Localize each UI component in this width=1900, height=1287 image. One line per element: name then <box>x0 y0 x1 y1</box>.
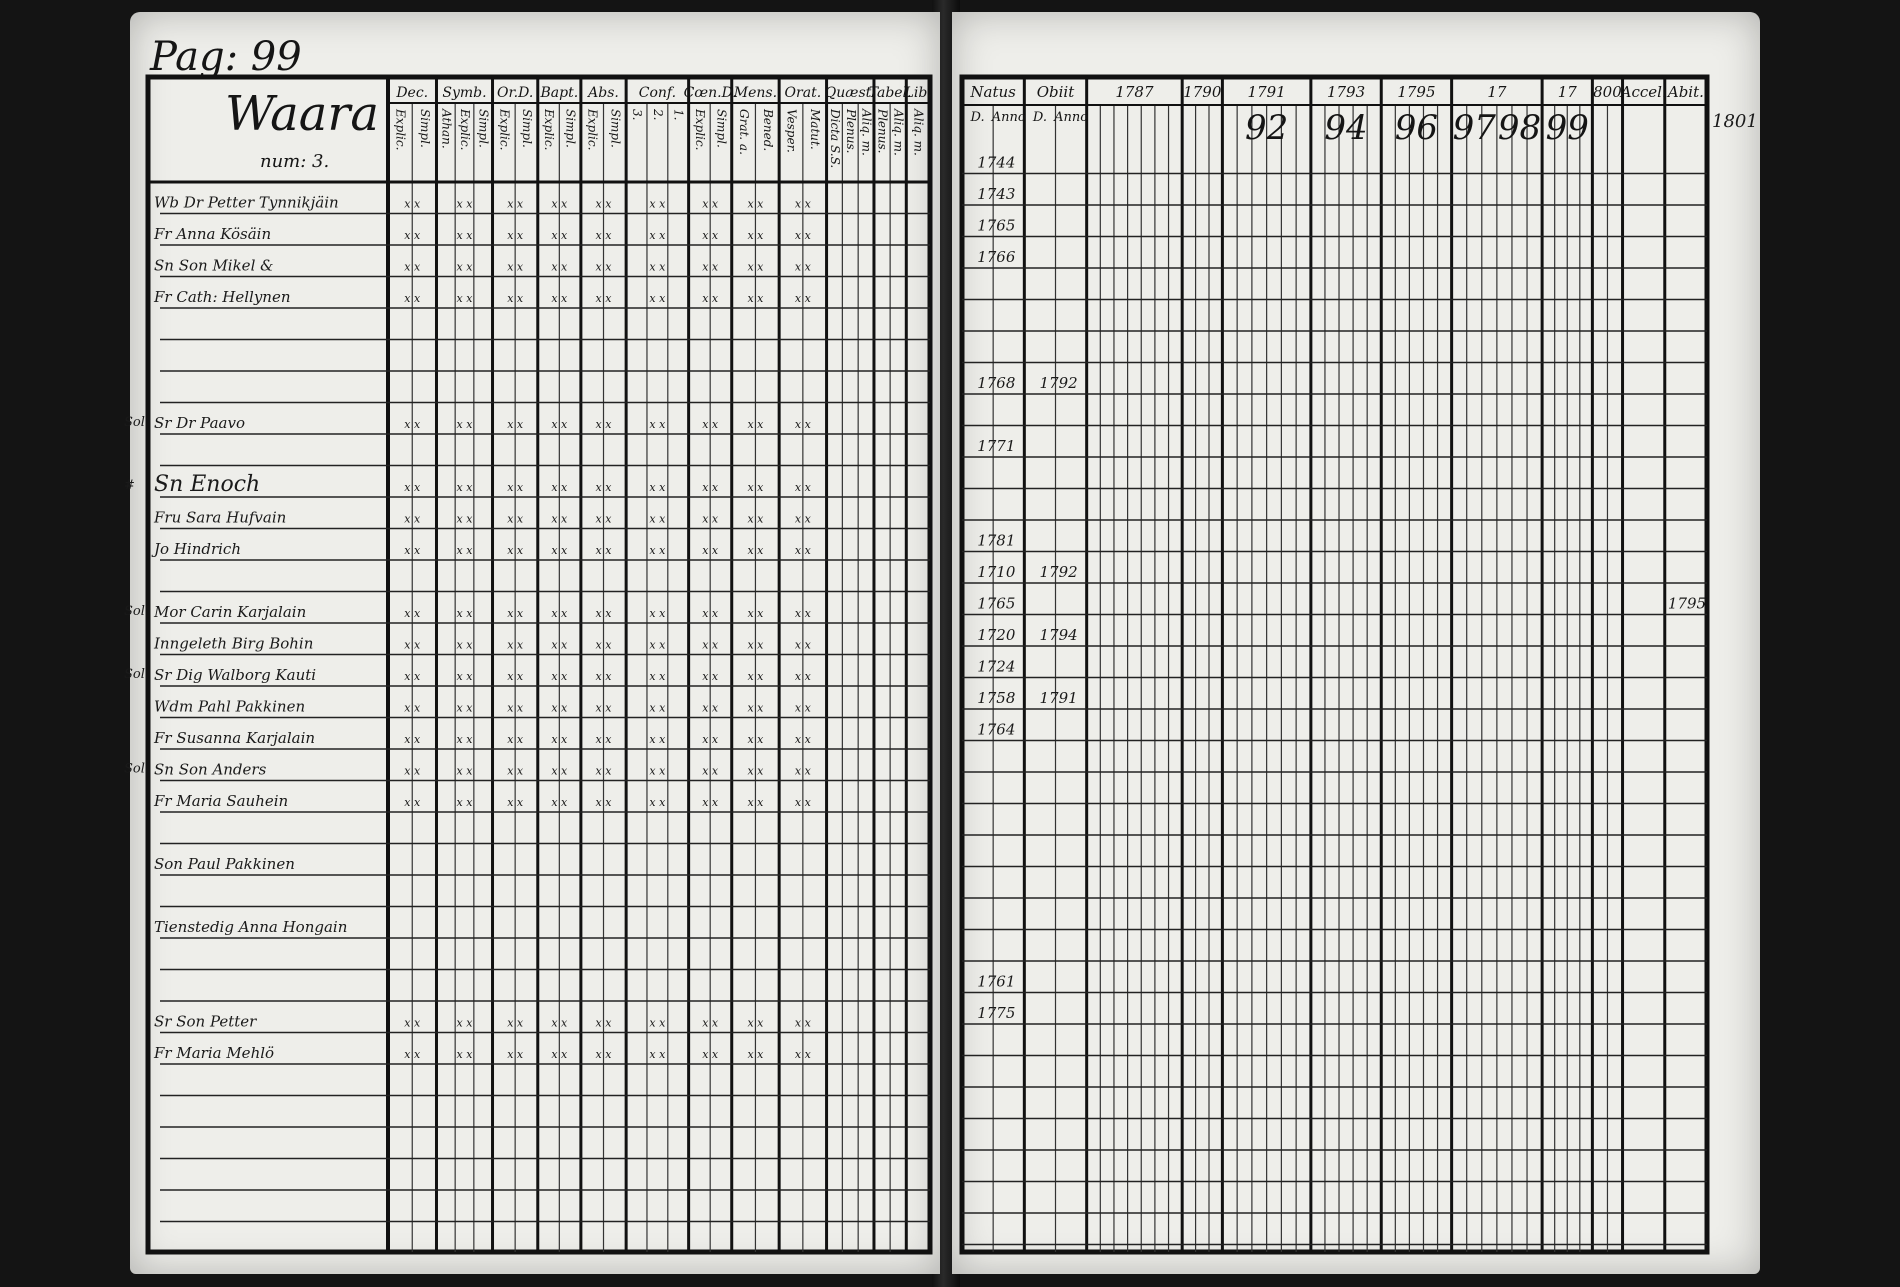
catechism-mark: x x <box>551 512 568 526</box>
catechism-mark: x x <box>595 670 612 683</box>
catechism-mark: x x <box>747 512 764 526</box>
catechism-mark: x x <box>794 1048 811 1061</box>
left-column-subheader: Plenus. <box>875 109 890 154</box>
left-column-subheader: Explic. <box>393 109 408 151</box>
right-outer-border <box>962 77 1707 1252</box>
left-column-subheader: Simpl. <box>563 109 578 148</box>
catechism-mark: x x <box>456 229 473 242</box>
catechism-mark: x x <box>747 1016 764 1030</box>
catechism-mark: x x <box>702 701 719 715</box>
catechism-mark: x x <box>507 544 524 557</box>
catechism-mark: x x <box>404 418 421 431</box>
person-name: Tienstedig Anna Hongain <box>154 918 348 936</box>
person-name: Wdm Pahl Pakkinen <box>154 697 306 716</box>
catechism-mark: x x <box>702 607 719 620</box>
birth-year: 1775 <box>977 1004 1016 1022</box>
catechism-mark: x x <box>747 1048 764 1061</box>
catechism-mark: x x <box>507 733 524 746</box>
catechism-mark: x x <box>595 1048 612 1061</box>
catechism-mark: x x <box>702 292 719 305</box>
catechism-mark: x x <box>456 197 473 211</box>
catechism-mark: x x <box>702 481 719 494</box>
catechism-mark: x x <box>507 670 524 683</box>
catechism-mark: x x <box>595 638 612 652</box>
catechism-mark: x x <box>404 764 421 778</box>
person-name: Wb Dr Petter Tynnikjäin <box>154 193 339 212</box>
catechism-mark: x x <box>456 764 473 778</box>
catechism-mark: x x <box>456 260 473 274</box>
catechism-mark: x x <box>404 197 421 211</box>
left-column-header: Symb. <box>442 85 487 101</box>
catechism-mark: x x <box>595 544 612 557</box>
person-name: Sr Son Petter <box>154 1012 257 1031</box>
catechism-mark: x x <box>551 292 568 305</box>
right-margin-year: 1801 <box>1712 111 1758 132</box>
left-column-subheader: Explic. <box>458 109 473 151</box>
catechism-mark: x x <box>507 197 524 211</box>
catechism-mark: x x <box>794 292 811 305</box>
left-column-subheader: Explic. <box>497 109 512 151</box>
catechism-mark: x x <box>507 292 524 305</box>
catechism-mark: x x <box>747 418 764 431</box>
catechism-mark: x x <box>551 197 568 211</box>
catechism-mark: x x <box>649 292 666 305</box>
catechism-mark: x x <box>794 670 811 683</box>
catechism-mark: x x <box>551 481 568 494</box>
catechism-mark: x x <box>595 1016 612 1030</box>
right-column-header: 800 <box>1593 83 1622 101</box>
birth-year: 1743 <box>977 185 1016 203</box>
left-column-subheader: Aliq. m. <box>859 109 874 156</box>
left-column-subheader: Simpl. <box>608 109 623 148</box>
catechism-mark: x x <box>747 796 764 809</box>
catechism-mark: x x <box>595 260 612 274</box>
catechism-mark: x x <box>649 670 666 683</box>
birth-year: 1758 <box>977 689 1016 707</box>
catechism-mark: x x <box>649 197 666 211</box>
catechism-mark: x x <box>702 197 719 211</box>
right-column-subheader: 96 <box>1394 108 1439 148</box>
catechism-mark: x x <box>456 544 473 557</box>
left-column-subheader: Aliq. m. <box>891 109 906 156</box>
right-column-subheader: D. <box>1032 110 1047 125</box>
catechism-mark: x x <box>507 418 524 431</box>
catechism-mark: x x <box>595 796 612 809</box>
left-column-header: Lib. <box>904 85 932 101</box>
catechism-mark: x x <box>507 481 524 494</box>
right-column-subheader: 97 <box>1452 108 1496 148</box>
catechism-mark: x x <box>794 701 811 715</box>
right-column-header: 17 <box>1487 83 1507 101</box>
birth-year: 1781 <box>977 531 1016 550</box>
margin-mark: # <box>124 478 135 493</box>
birth-year: 1765 <box>977 216 1016 235</box>
margin-mark: Sol <box>124 604 145 619</box>
margin-mark: Sol <box>124 761 145 777</box>
catechism-mark: x x <box>702 764 719 778</box>
catechism-mark: x x <box>404 1048 421 1061</box>
left-column-header: Quæst. <box>824 85 876 101</box>
catechism-mark: x x <box>551 638 568 652</box>
birth-year: 1720 <box>977 626 1016 644</box>
catechism-mark: x x <box>702 733 719 746</box>
birth-year: 1724 <box>977 657 1016 676</box>
right-column-header: Natus <box>970 83 1016 101</box>
catechism-mark: x x <box>794 544 811 557</box>
catechism-mark: x x <box>702 229 719 242</box>
catechism-mark: x x <box>649 229 666 242</box>
catechism-mark: x x <box>456 796 473 809</box>
right-column-subheader: 99 <box>1545 108 1589 148</box>
left-page <box>124 12 940 1274</box>
left-column-subheader: 1. <box>671 109 686 121</box>
right-column-header: 1795 <box>1397 83 1436 101</box>
catechism-mark: x x <box>595 764 612 778</box>
person-name: Sn Son Mikel & <box>154 256 274 275</box>
catechism-mark: x x <box>404 796 421 809</box>
catechism-mark: x x <box>794 229 811 242</box>
left-column-subheader: Grat. a. <box>737 109 752 155</box>
catechism-mark: x x <box>649 607 666 620</box>
abit-year: 1795 <box>1667 594 1707 613</box>
page-label: Pag: 99 <box>150 34 302 80</box>
catechism-mark: x x <box>747 607 764 620</box>
left-column-subheader: Explic. <box>692 109 707 151</box>
catechism-mark: x x <box>456 607 473 620</box>
catechism-mark: x x <box>551 229 568 242</box>
right-column-subheader: 98 <box>1497 108 1542 148</box>
catechism-mark: x x <box>551 733 568 746</box>
catechism-mark: x x <box>595 292 612 305</box>
catechism-mark: x x <box>404 481 421 494</box>
catechism-mark: x x <box>794 418 811 431</box>
catechism-mark: x x <box>404 229 421 242</box>
catechism-mark: x x <box>747 544 764 557</box>
person-name: Fr Susanna Karjalain <box>154 729 316 747</box>
person-name: Sn Son Anders <box>154 760 267 779</box>
catechism-mark: x x <box>794 260 811 274</box>
catechism-mark: x x <box>595 701 612 715</box>
left-column-subheader: Simpl. <box>519 109 534 148</box>
catechism-mark: x x <box>551 670 568 683</box>
catechism-mark: x x <box>649 764 666 778</box>
catechism-mark: x x <box>747 260 764 274</box>
left-column-header: Tabel. <box>868 85 912 101</box>
catechism-mark: x x <box>456 638 473 652</box>
left-column-header: Conf. <box>638 85 677 101</box>
death-year: 1794 <box>1039 626 1078 644</box>
village-name: Waara <box>225 86 379 142</box>
catechism-mark: x x <box>507 260 524 274</box>
catechism-mark: x x <box>456 733 473 746</box>
catechism-mark: x x <box>747 764 764 778</box>
birth-year: 1764 <box>977 720 1016 739</box>
catechism-mark: x x <box>747 292 764 305</box>
left-column-subheader: 2. <box>650 109 665 121</box>
birth-year: 1768 <box>977 374 1016 392</box>
catechism-mark: x x <box>404 701 421 715</box>
catechism-mark: x x <box>551 1048 568 1061</box>
catechism-mark: x x <box>456 418 473 431</box>
left-column-subheader: Matut. <box>808 109 823 150</box>
catechism-mark: x x <box>649 481 666 494</box>
catechism-mark: x x <box>551 260 568 274</box>
catechism-mark: x x <box>794 638 811 652</box>
catechism-mark: x x <box>747 481 764 494</box>
person-name: Son Paul Pakkinen <box>154 855 295 873</box>
catechism-mark: x x <box>794 512 811 526</box>
right-column-header: Accel. <box>1620 83 1667 101</box>
catechism-mark: x x <box>507 701 524 715</box>
birth-year: 1765 <box>977 594 1016 613</box>
catechism-mark: x x <box>404 1016 421 1030</box>
person-name: Sn Enoch <box>154 472 261 497</box>
catechism-mark: x x <box>702 670 719 683</box>
catechism-mark: x x <box>794 764 811 778</box>
catechism-mark: x x <box>702 1016 719 1030</box>
person-name: Jo Hindrich <box>154 540 241 558</box>
catechism-mark: x x <box>404 733 421 746</box>
catechism-mark: x x <box>456 701 473 715</box>
person-name: Fr Cath: Hellynen <box>154 288 291 306</box>
catechism-mark: x x <box>551 796 568 809</box>
catechism-mark: x x <box>747 229 764 242</box>
person-name: Sr Dig Walborg Kauti <box>154 666 317 684</box>
person-name: Fr Anna Kösäin <box>154 225 272 243</box>
catechism-mark: x x <box>747 701 764 715</box>
left-grid-lines <box>148 77 930 1252</box>
catechism-mark: x x <box>747 670 764 683</box>
left-column-header: Mens. <box>733 85 778 101</box>
left-column-subheader: Explic. <box>542 109 557 151</box>
right-register-table <box>952 12 1760 1274</box>
left-column-header: Abs. <box>588 85 619 101</box>
catechism-mark: x x <box>456 1048 473 1061</box>
left-column-header: Orat. <box>784 85 822 101</box>
left-column-subheader: Aliq. m. <box>911 109 926 156</box>
catechism-mark: x x <box>507 607 524 620</box>
person-name: Fru Sara Hufvain <box>154 508 287 527</box>
margin-mark: Sol <box>124 667 145 682</box>
right-column-subheader: Anno <box>1054 110 1089 125</box>
right-column-header: 1787 <box>1115 83 1154 101</box>
catechism-mark: x x <box>649 260 666 274</box>
catechism-mark: x x <box>747 197 764 211</box>
right-column-header: 17 <box>1557 83 1577 101</box>
catechism-mark: x x <box>649 544 666 557</box>
death-year: 1791 <box>1039 689 1078 707</box>
person-name: Sr Dr Paavo <box>154 414 245 432</box>
left-column-header: Or.D. <box>497 85 534 101</box>
catechism-mark: x x <box>595 197 612 211</box>
death-year: 1792 <box>1039 374 1078 392</box>
left-column-subheader: 3. <box>630 109 645 121</box>
catechism-mark: x x <box>649 1016 666 1030</box>
person-name: Inngeleth Birg Bohin <box>154 634 314 653</box>
catechism-mark: x x <box>702 512 719 526</box>
left-column-subheader: Dicta S.S. <box>827 109 842 169</box>
catechism-mark: x x <box>794 733 811 746</box>
left-column-subheader: Simpl. <box>417 109 432 148</box>
catechism-mark: x x <box>551 544 568 557</box>
birth-year: 1710 <box>977 563 1016 581</box>
left-column-subheader: Simpl. <box>476 109 491 148</box>
catechism-mark: x x <box>595 607 612 620</box>
left-person-rows <box>124 194 812 1063</box>
catechism-mark: x x <box>404 512 421 526</box>
left-column-subheader: Explic. <box>585 109 600 151</box>
right-grid-lines <box>962 77 1707 1252</box>
catechism-mark: x x <box>649 1048 666 1061</box>
left-column-subheader: Plenus. <box>843 109 858 154</box>
catechism-mark: x x <box>595 481 612 494</box>
birth-year: 1766 <box>977 248 1016 266</box>
left-column-header: Dec. <box>396 85 429 101</box>
left-column-subheader: Bened. <box>760 109 775 152</box>
catechism-mark: x x <box>649 418 666 431</box>
right-column-header: 1790 <box>1183 83 1222 101</box>
birth-year: 1771 <box>977 437 1016 455</box>
left-register-table <box>124 12 940 1274</box>
death-year: 1792 <box>1039 563 1078 581</box>
catechism-mark: x x <box>507 512 524 526</box>
catechism-mark: x x <box>702 544 719 557</box>
catechism-mark: x x <box>551 764 568 778</box>
catechism-mark: x x <box>404 260 421 274</box>
catechism-mark: x x <box>702 1048 719 1061</box>
catechism-mark: x x <box>794 481 811 494</box>
catechism-mark: x x <box>507 1048 524 1061</box>
left-column-subheader: Athan. <box>439 109 454 149</box>
catechism-mark: x x <box>595 512 612 526</box>
catechism-mark: x x <box>702 638 719 652</box>
catechism-mark: x x <box>551 701 568 715</box>
left-column-header: Cœn.D. <box>683 85 737 101</box>
catechism-mark: x x <box>747 638 764 652</box>
catechism-mark: x x <box>507 229 524 242</box>
catechism-mark: x x <box>595 229 612 242</box>
person-name: Mor Carin Karjalain <box>154 603 307 621</box>
catechism-mark: x x <box>456 292 473 305</box>
catechism-mark: x x <box>649 512 666 526</box>
catechism-mark: x x <box>551 1016 568 1030</box>
right-column-header: 1793 <box>1326 83 1366 101</box>
person-name: Fr Maria Mehlö <box>154 1044 275 1062</box>
catechism-mark: x x <box>649 796 666 809</box>
catechism-mark: x x <box>649 701 666 715</box>
catechism-mark: x x <box>551 607 568 620</box>
catechism-mark: x x <box>404 670 421 683</box>
right-page <box>952 12 1760 1274</box>
catechism-mark: x x <box>456 1016 473 1030</box>
catechism-mark: x x <box>794 1016 811 1030</box>
right-column-header: 1791 <box>1247 83 1286 101</box>
village-number: num: 3. <box>260 151 330 172</box>
catechism-mark: x x <box>404 607 421 620</box>
right-column-header: Abit. <box>1667 83 1704 101</box>
right-column-header: Obiit <box>1036 83 1075 101</box>
right-column-subheader: Anno <box>991 110 1026 125</box>
left-column-header: Bapt. <box>540 85 579 101</box>
catechism-mark: x x <box>456 481 473 494</box>
catechism-mark: x x <box>702 418 719 431</box>
person-name: Fr Maria Sauhein <box>154 792 289 810</box>
right-column-subheader: 94 <box>1324 108 1368 148</box>
catechism-mark: x x <box>404 292 421 305</box>
left-column-subheader: Vesper. <box>784 109 799 153</box>
catechism-mark: x x <box>551 418 568 431</box>
left-column-subheader: Simpl. <box>714 109 729 148</box>
right-column-subheader: D. <box>970 110 985 125</box>
margin-mark: Sol <box>124 415 145 430</box>
birth-year: 1761 <box>977 972 1016 991</box>
catechism-mark: x x <box>456 512 473 526</box>
catechism-mark: x x <box>507 796 524 809</box>
catechism-mark: x x <box>794 197 811 211</box>
catechism-mark: x x <box>507 764 524 778</box>
catechism-mark: x x <box>404 544 421 557</box>
catechism-mark: x x <box>507 1016 524 1030</box>
catechism-mark: x x <box>794 796 811 809</box>
catechism-mark: x x <box>404 638 421 652</box>
right-column-subheader: 92 <box>1245 108 1289 148</box>
catechism-mark: x x <box>595 418 612 431</box>
catechism-mark: x x <box>649 638 666 652</box>
catechism-mark: x x <box>649 733 666 746</box>
catechism-mark: x x <box>702 260 719 274</box>
catechism-mark: x x <box>507 638 524 652</box>
catechism-mark: x x <box>794 607 811 620</box>
catechism-mark: x x <box>456 670 473 683</box>
catechism-mark: x x <box>595 733 612 746</box>
catechism-mark: x x <box>702 796 719 809</box>
catechism-mark: x x <box>747 733 764 746</box>
birth-year: 1744 <box>977 153 1016 172</box>
